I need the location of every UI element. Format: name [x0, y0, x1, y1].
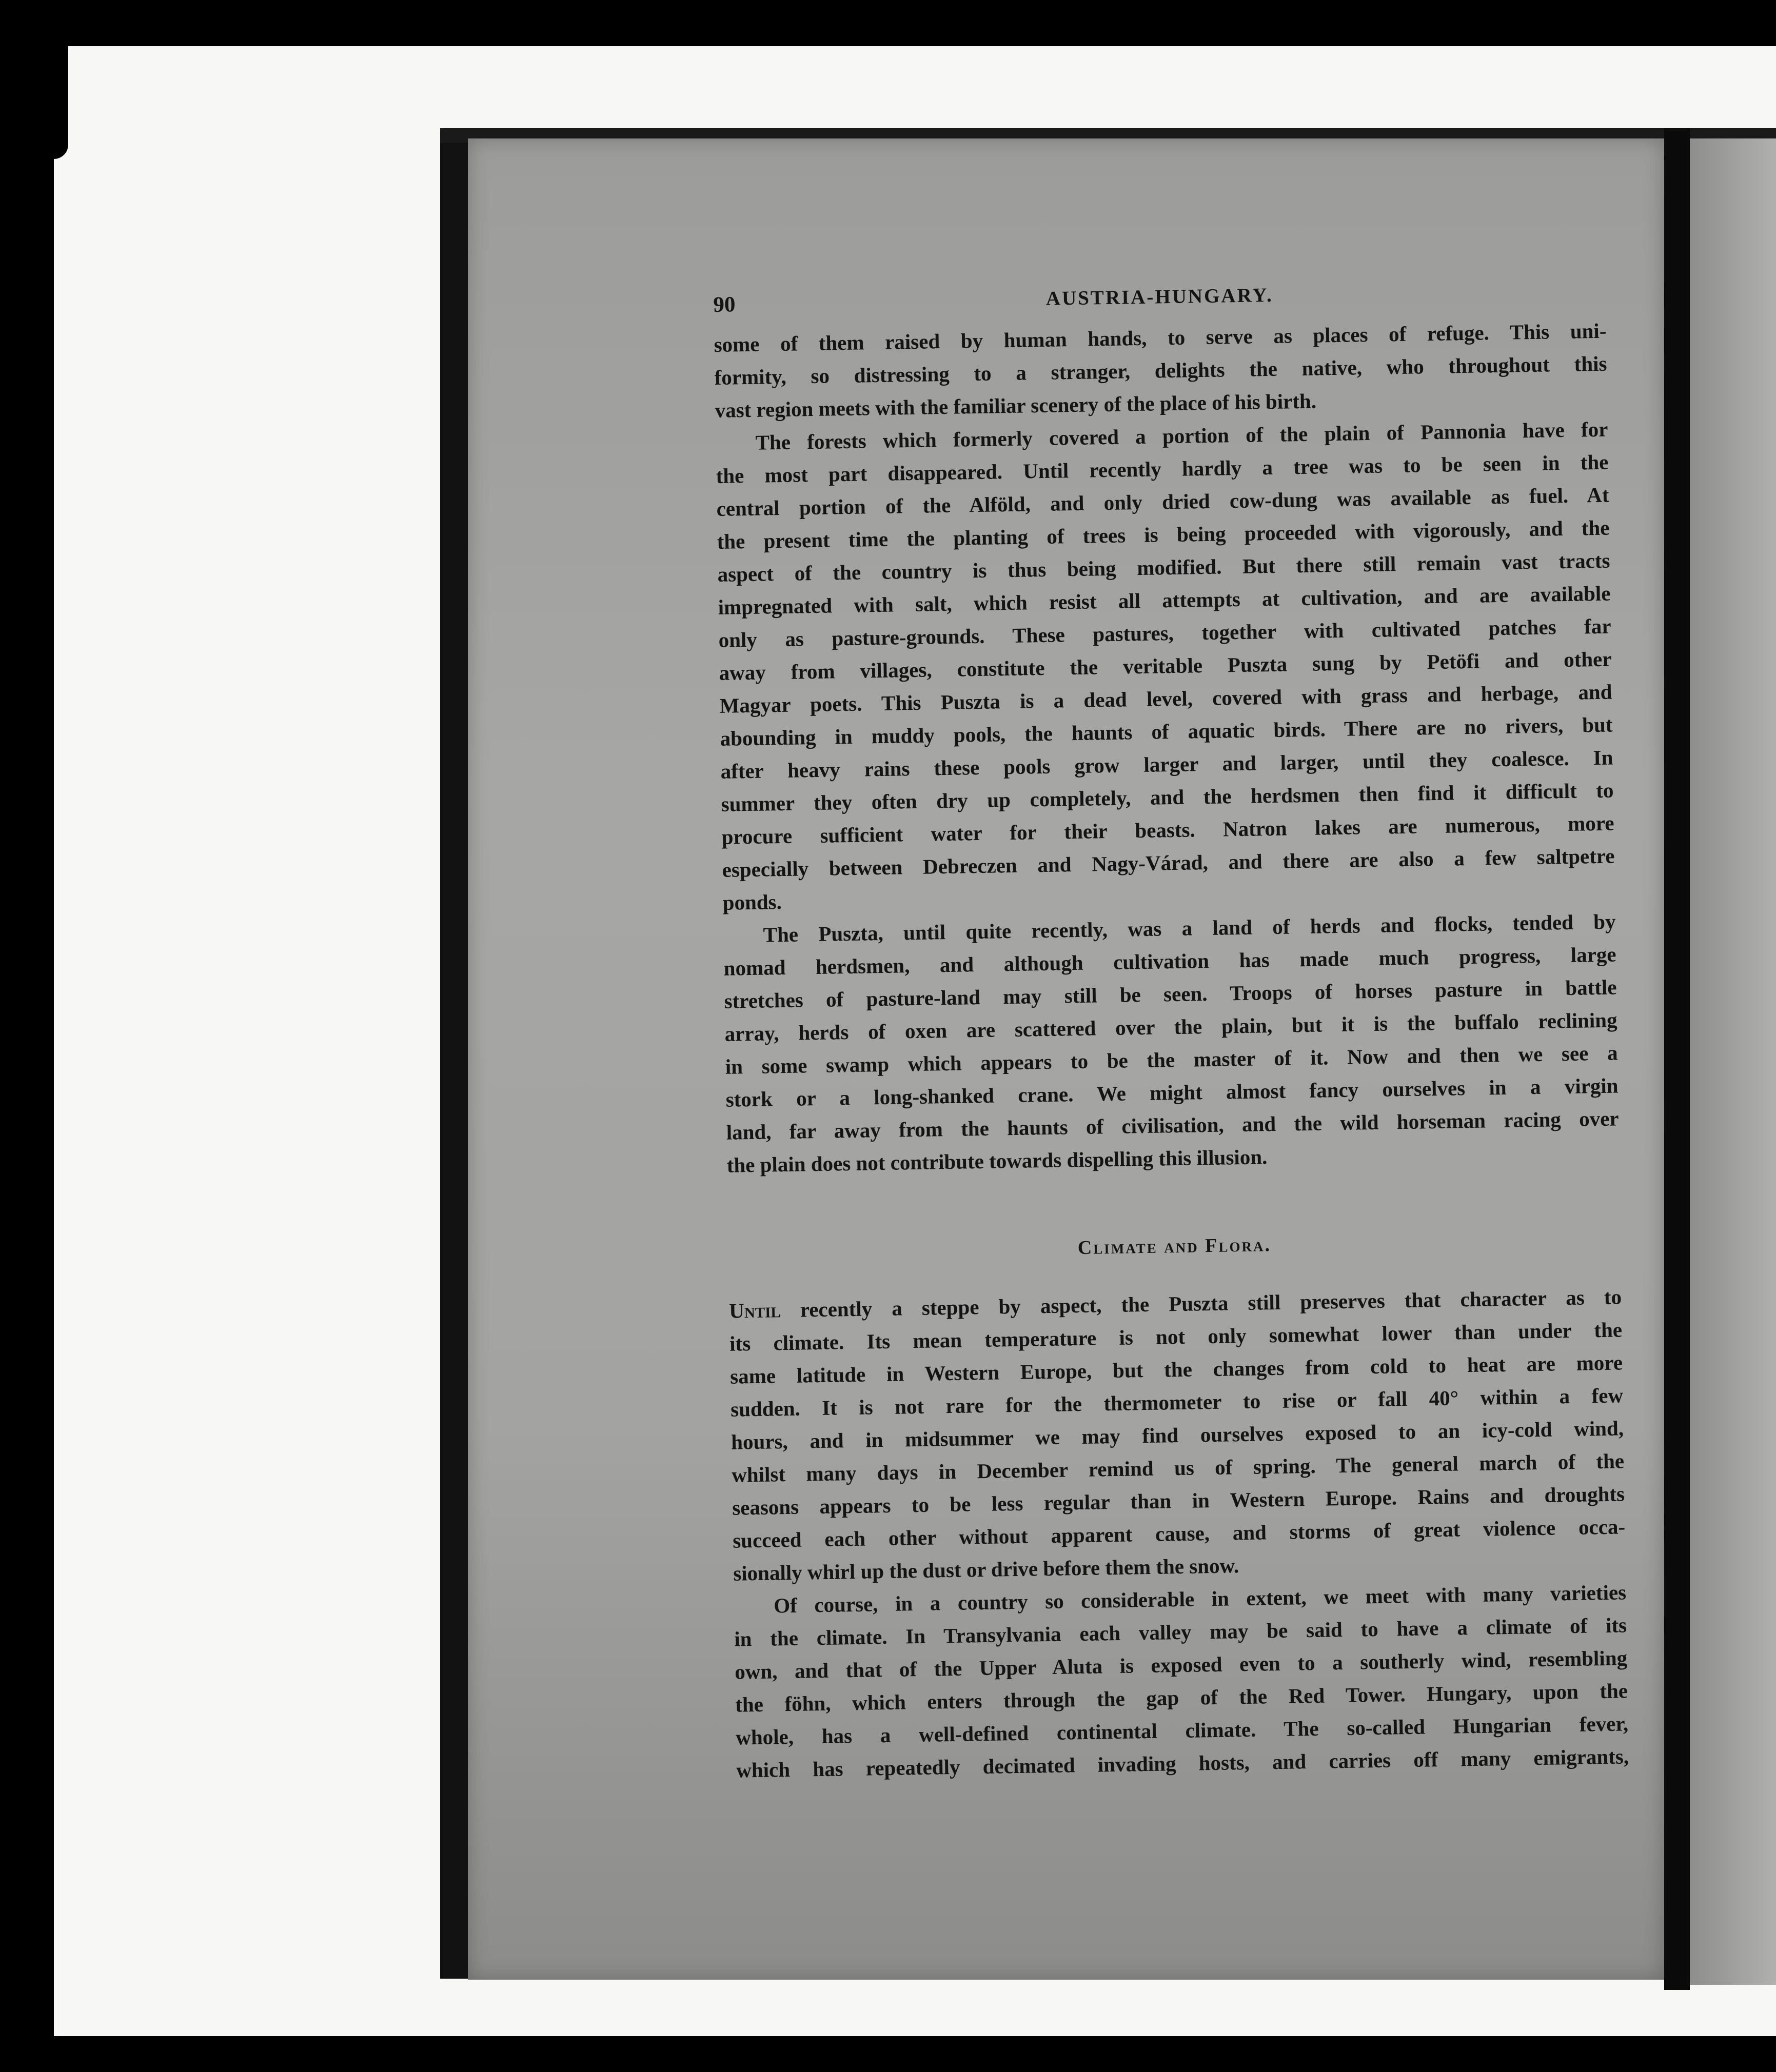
text-line: stretches of pasture-land may still be seen. Troops of horses pasture in battle [724, 975, 1617, 1013]
text-line: The Puszta, until quite recently, was a land of herds and flocks, tended by [763, 909, 1616, 947]
text-line: sudden. It is not rare for the thermometer to rise or fall 40° within a few [730, 1383, 1624, 1421]
paragraph-3 [723, 905, 1620, 1182]
text-line: Magyar poets. This Puszta is a dead level, covered with grass and herbage, and [719, 680, 1612, 718]
text-line: only as pasture-grounds. These pastures, together with cultivated patches far [718, 614, 1611, 652]
text-line: the plain does not contribute towards dispelling this illusion. [726, 1145, 1268, 1177]
text-line: procure sufficient water for their beasts. Natron lakes are numerous, more [721, 811, 1614, 849]
text-line-rest: recently a steppe by aspect, the Puszta still preserves that character as to [780, 1285, 1622, 1322]
page-number: 90 [713, 292, 736, 317]
text-line: the föhn, which enters through the gap of the Red Tower. Hungary, upon the [735, 1679, 1628, 1717]
text-line: after heavy rains these pools grow larger and larger, until they coalesce. In [720, 745, 1613, 783]
text-line: its climate. Its mean temperature is not only somewhat lower than under the [729, 1318, 1623, 1356]
text-line: The forests which formerly covered a portion of the plain of Pannonia have for [755, 417, 1608, 454]
text-line: own, and that of the Upper Aluta is exposed even to a southerly wind, resembling [734, 1646, 1628, 1684]
text-line: array, herds of oxen are scattered over the plain, but it is the buffalo reclining [724, 1008, 1617, 1046]
text-line: formity, so distressing to a stranger, delights the native, who throughout this [714, 351, 1607, 389]
text-line: ponds. [722, 890, 782, 914]
section-heading: Climate and Flora. [1077, 1234, 1272, 1259]
paragraph-4 [729, 1280, 1626, 1589]
paragraph-2 [715, 413, 1615, 919]
text-line: land, far away from the haunts of civilisation, and the wild horseman racing over [726, 1106, 1619, 1144]
text-line: some of them raised by human hands, to serve as places of refuge. This uni- [714, 318, 1607, 356]
text-line: which has repeatedly decimated invading hosts, and carries off many emigrants, [736, 1744, 1629, 1782]
text-line: whole, has a well-defined continental climate. The so-called Hungarian fever, [735, 1711, 1629, 1749]
text-line: sionally whirl up the dust or drive before them the snow. [733, 1553, 1239, 1585]
running-title: AUSTRIA-HUNGARY. [1045, 284, 1273, 310]
paragraph-1 [714, 314, 1608, 427]
text-line: vast region meets with the familiar scenery of the place of his birth. [715, 389, 1317, 422]
text-line: in the climate. In Transylvania each valley may be said to have a climate of its [734, 1613, 1627, 1651]
drop-word: Until [728, 1298, 781, 1323]
text-line: Of course, in a country so considerable in extent, we meet with many varieties [773, 1580, 1627, 1618]
text-line: seasons appears to be less regular than in Western Europe. Rains and droughts [732, 1482, 1625, 1520]
text-line: the present time the planting of trees is being proceeded with vigorously, and the [717, 515, 1610, 553]
card-notch [54, 46, 68, 159]
page-text-block [713, 278, 1629, 1787]
text-line: succeed each other without apparent cause, and storms of great violence occa- [732, 1515, 1626, 1552]
facing-page [1690, 138, 1776, 1985]
text-line: central portion of the Alföld, and only dried cow-dung was available as fuel. At [716, 483, 1609, 521]
text-line: especially between Debreczen and Nagy-Várad, and there are also a few saltpetre [722, 844, 1615, 882]
text-line: aspect of the country is thus being modified. But there still remain vast tracts [717, 548, 1610, 586]
text-line: the most part disappeared. Until recently hardly a tree was to be seen in the [716, 450, 1609, 488]
text-line: whilst many days in December remind us of spring. The general march of the [731, 1449, 1625, 1487]
text-line: nomad herdsmen, and although cultivation has made much progress, large [723, 942, 1616, 980]
book-gutter [1664, 128, 1690, 1990]
text-line: stork or a long-shanked crane. We might almost fancy ourselves in a virgin [725, 1073, 1619, 1111]
text-line: in some swamp which appears to be the master of it. Now and then we see a [725, 1041, 1618, 1079]
book-cover-edge [440, 143, 471, 1979]
paragraph-5 [734, 1576, 1629, 1786]
text-line: away from villages, constitute the veritable Puszta sung by Petöfi and other [719, 647, 1612, 685]
text-line: abounding in muddy pools, the haunts of aquatic birds. There are no rivers, but [720, 712, 1613, 750]
text-line: impregnated with salt, which resist all attempts at cultivation, and are available [718, 581, 1611, 619]
text-line: same latitude in Western Europe, but the changes from cold to heat are more [729, 1350, 1623, 1388]
text-line: hours, and in midsummer we may find ourselves exposed to an icy-cold wind, [731, 1416, 1624, 1454]
text-line: summer they often dry up completely, and the herdsmen then find it difficult to [721, 778, 1614, 816]
